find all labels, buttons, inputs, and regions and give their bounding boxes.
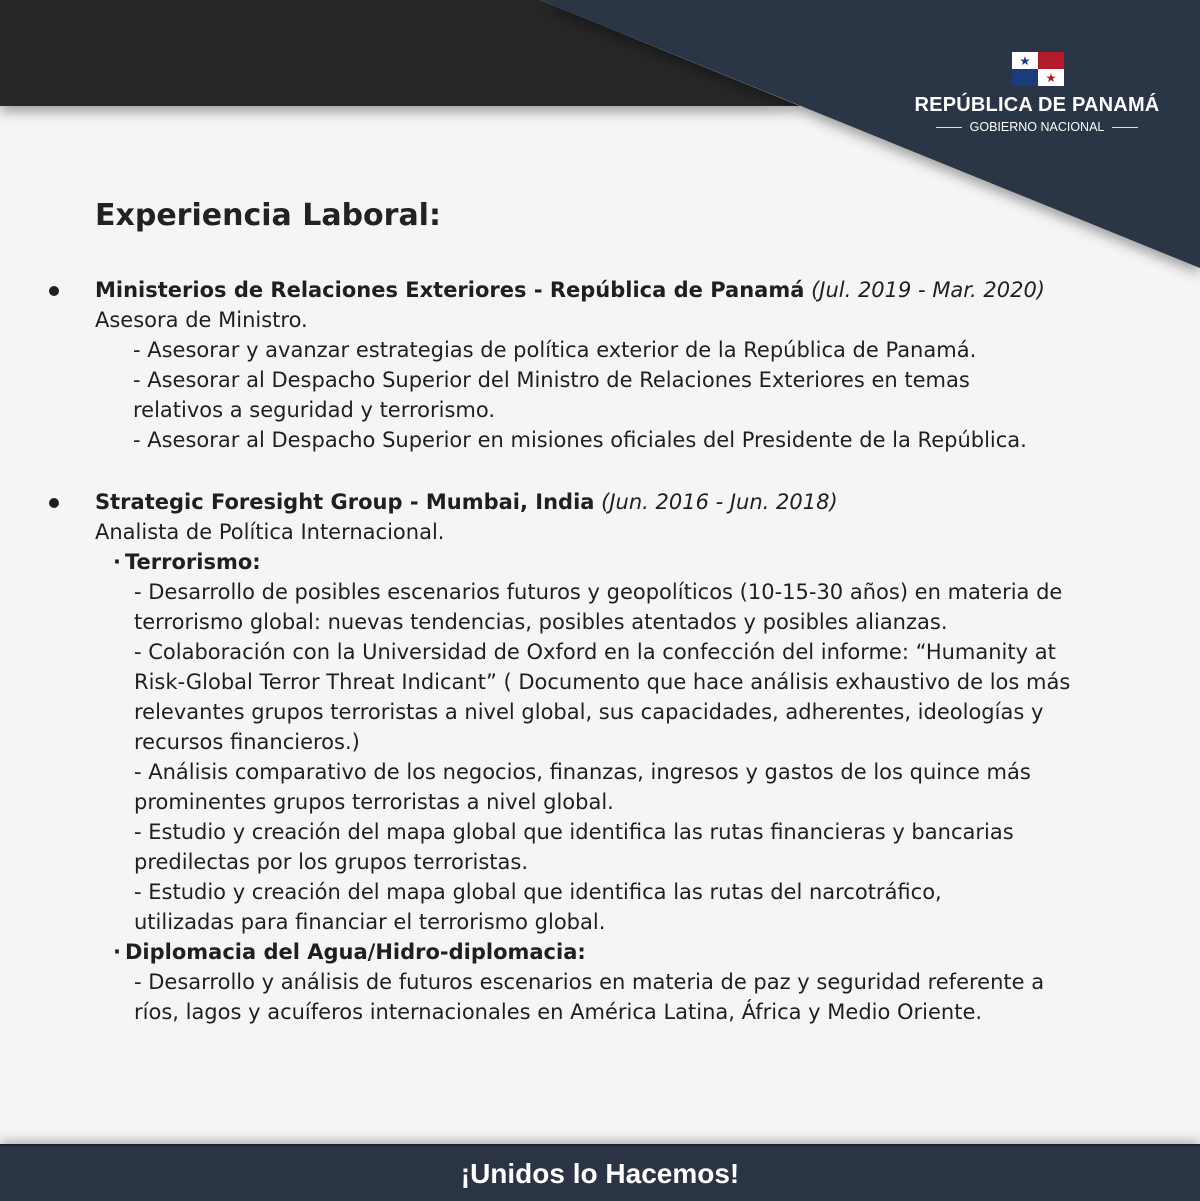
job-role: Analista de Política Internacional. <box>95 520 445 544</box>
job-dates: (Jun. 2016 - Jun. 2018) <box>601 490 838 514</box>
job-entry <box>0 275 1200 455</box>
bullet-icon <box>49 498 59 508</box>
duty-item: - Asesorar al Despacho Superior del Ministro de Relaciones Exteriores en temas relativos a seguridad y terrorismo. <box>133 368 970 422</box>
divider <box>936 127 962 128</box>
duty-item: - Análisis comparativo de los negocios, finanzas, ingresos y gastos de los quince más prominentes grupos terroristas a nivel global. <box>134 760 1031 814</box>
job-dates: (Jul. 2019 - Mar. 2020) <box>811 278 1045 302</box>
job-header <box>95 487 1200 517</box>
duty-item: - Estudio y creación del mapa global que identifica las rutas financieras y bancarias predilectas por los grupos terroristas. <box>134 820 1014 874</box>
sub-bullet-icon: · <box>113 550 121 574</box>
brand-subtitle-text: GOBIERNO NACIONAL <box>969 120 1105 134</box>
panama-flag-icon <box>1012 52 1064 86</box>
job-organization: Ministerios de Relaciones Exteriores - República de Panamá <box>95 278 805 302</box>
duty-item: - Colaboración con la Universidad de Oxford en la confección del informe: “Humanity at Risk-Global Terror Threat Indicant” ( Documento que hace análisis exhaustivo de los más relevantes grupos terroristas a nivel global, sus capacidades, adherentes, ideologías y recursos financieros.) <box>134 640 1071 754</box>
header-banner <box>0 0 1200 290</box>
job-header <box>95 275 1200 305</box>
navy-wedge <box>540 0 1200 268</box>
footer-slogan: ¡Unidos lo Hacemos! <box>460 1157 740 1189</box>
work-experience <box>0 275 1200 1027</box>
duty-item: - Desarrollo de posibles escenarios futuros y geopolíticos (10-15-30 años) en materia de terrorismo global: nuevas tendencias, posibles atentados y posibles alianzas. <box>134 580 1063 634</box>
section-duties <box>95 577 1109 937</box>
job-organization: Strategic Foresight Group - Mumbai, India <box>95 490 595 514</box>
section-title <box>95 547 1200 577</box>
section-duties <box>95 967 1109 1027</box>
job-role: Asesora de Ministro. <box>95 308 308 332</box>
brand-title: REPÚBLICA DE PANAMÁ <box>914 94 1160 116</box>
duty-item: - Asesorar al Despacho Superior en misiones oficiales del Presidente de la República. <box>133 428 1027 452</box>
job-duties <box>95 335 1103 455</box>
page-title: Experiencia Laboral: <box>95 198 441 233</box>
sub-bullet-icon: · <box>113 940 121 964</box>
bullet-icon <box>49 286 59 296</box>
divider <box>1112 127 1138 128</box>
duty-item: - Asesorar y avanzar estrategias de política exterior de la República de Panamá. <box>133 338 977 362</box>
section-title-text: Terrorismo: <box>124 550 261 574</box>
section-title-text: Diplomacia del Agua/Hidro-diplomacia: <box>124 940 586 964</box>
footer-banner <box>0 1144 1200 1201</box>
brand-subtitle <box>908 120 1166 134</box>
job-entry <box>0 487 1200 1027</box>
duty-item: - Estudio y creación del mapa global que identifica las rutas del narcotráfico, utilizadas para financiar el terrorismo global. <box>134 880 942 934</box>
duty-item: - Desarrollo y análisis de futuros escenarios en materia de paz y seguridad referente a ríos, lagos y acuíferos internacionales en América Latina, África y Medio Oriente. <box>134 970 1045 1024</box>
section-title <box>95 937 1200 967</box>
